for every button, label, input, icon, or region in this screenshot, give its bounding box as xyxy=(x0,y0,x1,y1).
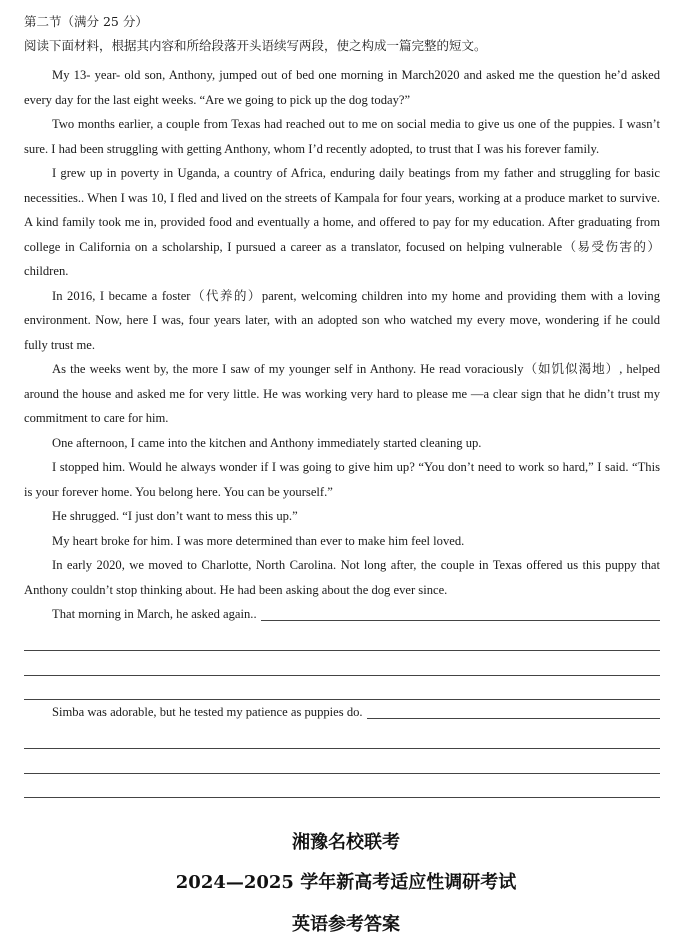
prompt-2-text: Simba was adorable, but he tested my patience as puppies do. xyxy=(52,705,363,719)
continuation-prompt-2 xyxy=(24,700,660,725)
writing-line xyxy=(24,651,660,676)
paragraph-6: One afternoon, I came into the kitchen and Anthony immediately started cleaning up. xyxy=(52,435,482,450)
paragraph-8: He shrugged. “I just don’t want to mess this up.” xyxy=(52,509,298,523)
paragraph-5: As the weeks went by, the more I saw of my younger self in Anthony. He read voraciously（如饥似渴地）, helped around the house and asked me for very little. He was working very hard to please me —a clear sign that he didn’t trust my commitment to care for him. xyxy=(24,362,660,425)
answer-key-title: 英语参考答案 xyxy=(292,914,400,935)
paragraph-3: I grew up in poverty in Uganda, a country of Africa, enduring daily beatings from my father and struggling for basic necessities.. When I was 10, I fled and lived on the streets of Kampala for four years, working at a produce market to survive. A kind family took me in, provided food and eventually a home, and offered to pay for my education. After graduating from college in California on a scholarship, I pursued a career as a translator, focused on helping vulnerable（易受伤害的）children. xyxy=(24,166,660,278)
writing-line xyxy=(24,725,660,750)
writing-line xyxy=(24,774,660,799)
passage xyxy=(24,63,660,798)
exam-org-title: 湘豫名校联考 xyxy=(292,832,400,853)
writing-line xyxy=(24,676,660,701)
continuation-prompt-1 xyxy=(24,602,660,627)
paragraph-7: I stopped him. Would he always wonder if I was going to give him up? “You don’t need to work so hard,” I said. “This is your forever home. You belong here. You can be yourself.” xyxy=(24,460,660,499)
paragraph-4: In 2016, I became a foster（代养的）parent, welcoming children into my home and providing them with a loving environment. Now, here I was, four years later, with an adopted son who watched my every move, wondering if he could fully trust me. xyxy=(24,288,660,352)
section-title: 第二节（满分 25 分） xyxy=(24,14,148,29)
paragraph-10: In early 2020, we moved to Charlotte, North Carolina. Not long after, the couple in Texas offered us this puppy that Anthony couldn’t stop thinking about. He had been asking about the dog ever since. xyxy=(24,558,660,597)
prompt-1-text: That morning in March, he asked again.. xyxy=(52,607,257,621)
exam-name-title: 2024—2025 学年新高考适应性调研考试 xyxy=(175,872,517,893)
instruction-text: 阅读下面材料，根据其内容和所给段落开头语续写两段，使之构成一篇完整的短文。 xyxy=(24,38,487,53)
paragraph-2: Two months earlier, a couple from Texas had reached out to me on social media to give us one of the puppies. I wasn’t sure. I had been struggling with getting Anthony, whom I’d recently adopted, to trust that I was his forever family. xyxy=(24,117,660,156)
writing-blank xyxy=(367,718,660,719)
writing-blank xyxy=(261,620,660,621)
paragraph-1: My 13- year- old son, Anthony, jumped out of bed one morning in March2020 and asked me the question he’d asked every day for the last eight weeks. “Are we going to pick up the dog today?” xyxy=(24,68,660,107)
paragraph-9: My heart broke for him. I was more determined than ever to make him feel loved. xyxy=(52,533,465,548)
writing-line xyxy=(24,627,660,652)
writing-line xyxy=(24,749,660,774)
